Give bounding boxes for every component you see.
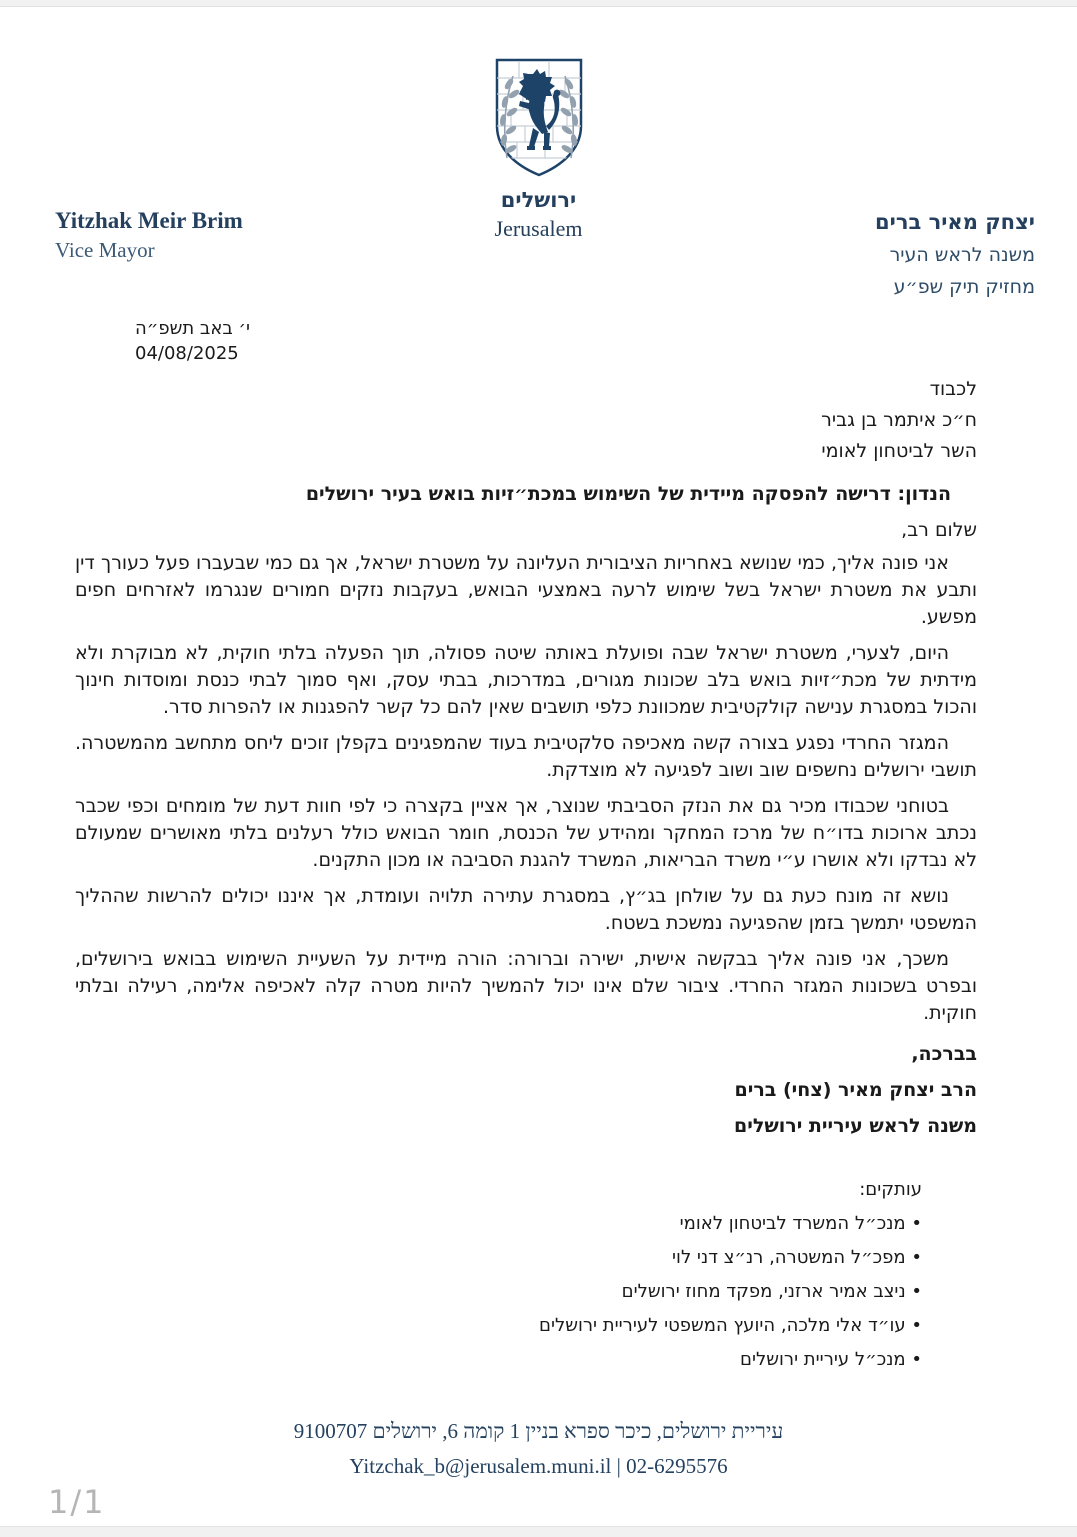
- page-number-indicator: 1/1: [48, 1483, 106, 1521]
- paragraph: משכך, אני פונה אליך בבקשה אישית, ישירה וברורה: הורה מיידית על השעיית השימוש בבואש בירושלים, ובפרט בשכונות המגזר החרדי. ציבור שלם אינו יכול להמשיך להיות מטרה קלה לאכיפה אלימה, רעילה ובלתי חוקית.: [75, 948, 977, 1024]
- viewer-top-edge: [0, 0, 1077, 7]
- paragraph: אני פונה אליך, כמי שנושא באחריות הציבורית העליונה על משטרת ישראל, אך גם כמי שבעברו פעל כעורך דין ותבע את משטרת ישראל בשל שימוש לרעה באמצעי הבואש, בעקבות נזקים חמורים שנגרמו לאזרחים חפים מפשע.: [75, 552, 977, 628]
- recipient-title: השר לביטחון לאומי: [821, 440, 977, 462]
- subject-line: הנדון: דרישה להפסקה מיידית של השימוש במכת״זיות בואש בעיר ירושלים: [305, 483, 951, 505]
- emblem-city-name-he: ירושלים: [500, 188, 577, 212]
- sender-hebrew-block: [639, 50, 1077, 298]
- copies-item: • מפכ״ל המשטרה, רנ״צ דני לוי: [75, 1247, 922, 1268]
- contact-email-phone: Yitzchak_b@jerusalem.muni.il | 02-6295576: [349, 1454, 728, 1478]
- recipient-name: ח״כ איתמר בן גביר: [821, 409, 977, 431]
- copies-list: [75, 1213, 922, 1370]
- letter-body: [0, 318, 1077, 1370]
- sender-title-en: Vice Mayor: [55, 238, 155, 262]
- paragraph: המגזר החרדי נפגע בצורה קשה מאכיפה סלקטיבית בעוד שהמפגינים בקפלן זוכים ליחס מתחשב מהמשטרה. תושבי ירושלים נחשפים שוב ושוב לפגיעה לא מוצדקת.: [75, 732, 977, 781]
- emblem-block: [439, 50, 639, 298]
- recipient-block: [75, 374, 977, 467]
- sender-title-he: משנה לראש העיר: [889, 244, 1035, 266]
- closing-block: [75, 1043, 977, 1137]
- paragraph: נושא זה מונח כעת גם על שולחן בג״ץ, במסגרת עתירה תלויה ועומדת, אך איננו יכולים להרשות שההליך המשפטי יתמשך בזמן שהפגיעה נמשכת בשטח.: [75, 885, 977, 934]
- copies-item: • ניצב אמיר ארזני, מפקד מחוז ירושלים: [75, 1281, 922, 1302]
- sender-name-he: יצחק מאיר ברים: [875, 210, 1035, 234]
- paragraph: היום, לצערי, משטרת ישראל שבה ופועלת באותה שיטה פסולה, תוך הפעלה בלתי חוקית, לא מבוקרת ולא מידתית של מכת״זיות בואש בלב שכונות מגורים, במדרכות, בבתי עסק, ואף סמוך לבתי כנסת ומוסדות חינוך והכול במסגרת ענישה קולקטיבית שמכוונת כלפי תושבים שאין להם כל קשר להפגנות או להפרות סדר.: [75, 642, 977, 718]
- paragraphs: [75, 550, 977, 1027]
- hebrew-date: י׳ באב תשפ״ה: [135, 318, 250, 339]
- greeting: שלום רב,: [901, 519, 977, 541]
- paragraph: בטוחני שכבודו מכיר גם את הנזק הסביבתי שנוצר, אך אציין בקצרה כי לפי חוות דעת של מומחים וכפי שכבר נכתב ארוכות בדו״ח של מרכז המחקר ומהידע של הכנסת, חומר הבואש כולל רעלנים בלתי מאושרים שמעולם לא נבדקו ולא אושרו ע״י משרד הבריאות, המשרד להגנת הסביבה או מכון התקנים.: [75, 795, 977, 871]
- letterhead: [0, 0, 1077, 298]
- date-block: [75, 318, 977, 364]
- copies-block: [75, 1179, 977, 1370]
- closing-title: משנה לראש עיריית ירושלים: [734, 1115, 977, 1137]
- copies-item: • מנכ״ל המשרד לביטחון לאומי: [75, 1213, 922, 1234]
- sender-portfolio-he: מחזיק תיק שפ״ע: [893, 276, 1035, 298]
- copies-item: • מנכ״ל עיריית ירושלים: [75, 1349, 922, 1370]
- jerusalem-lion-shield-emblem-icon: [487, 54, 591, 180]
- copies-item: • עו״ד אלי מלכה, היועץ המשפטי לעיריית ירושלים: [75, 1315, 922, 1336]
- closing-name: הרב יצחק מאיר (צחי) ברים: [734, 1079, 977, 1101]
- letter-footer: [0, 1419, 1077, 1479]
- gregorian-date: 04/08/2025: [135, 343, 239, 364]
- emblem-city-name-en: Jerusalem: [494, 216, 583, 241]
- sender-name-en: Yitzhak Meir Brim: [55, 208, 243, 233]
- viewer-bottom-edge: [0, 1526, 1077, 1537]
- closing-signoff: בברכה,: [911, 1043, 977, 1065]
- copies-label: עותקים:: [859, 1179, 922, 1200]
- municipality-address: עיריית ירושלים, כיכר ספרא בניין 1 קומה 6, ירושלים 9100707: [293, 1419, 784, 1443]
- sender-english-block: [0, 50, 439, 298]
- recipient-salutation: לכבוד: [929, 378, 977, 400]
